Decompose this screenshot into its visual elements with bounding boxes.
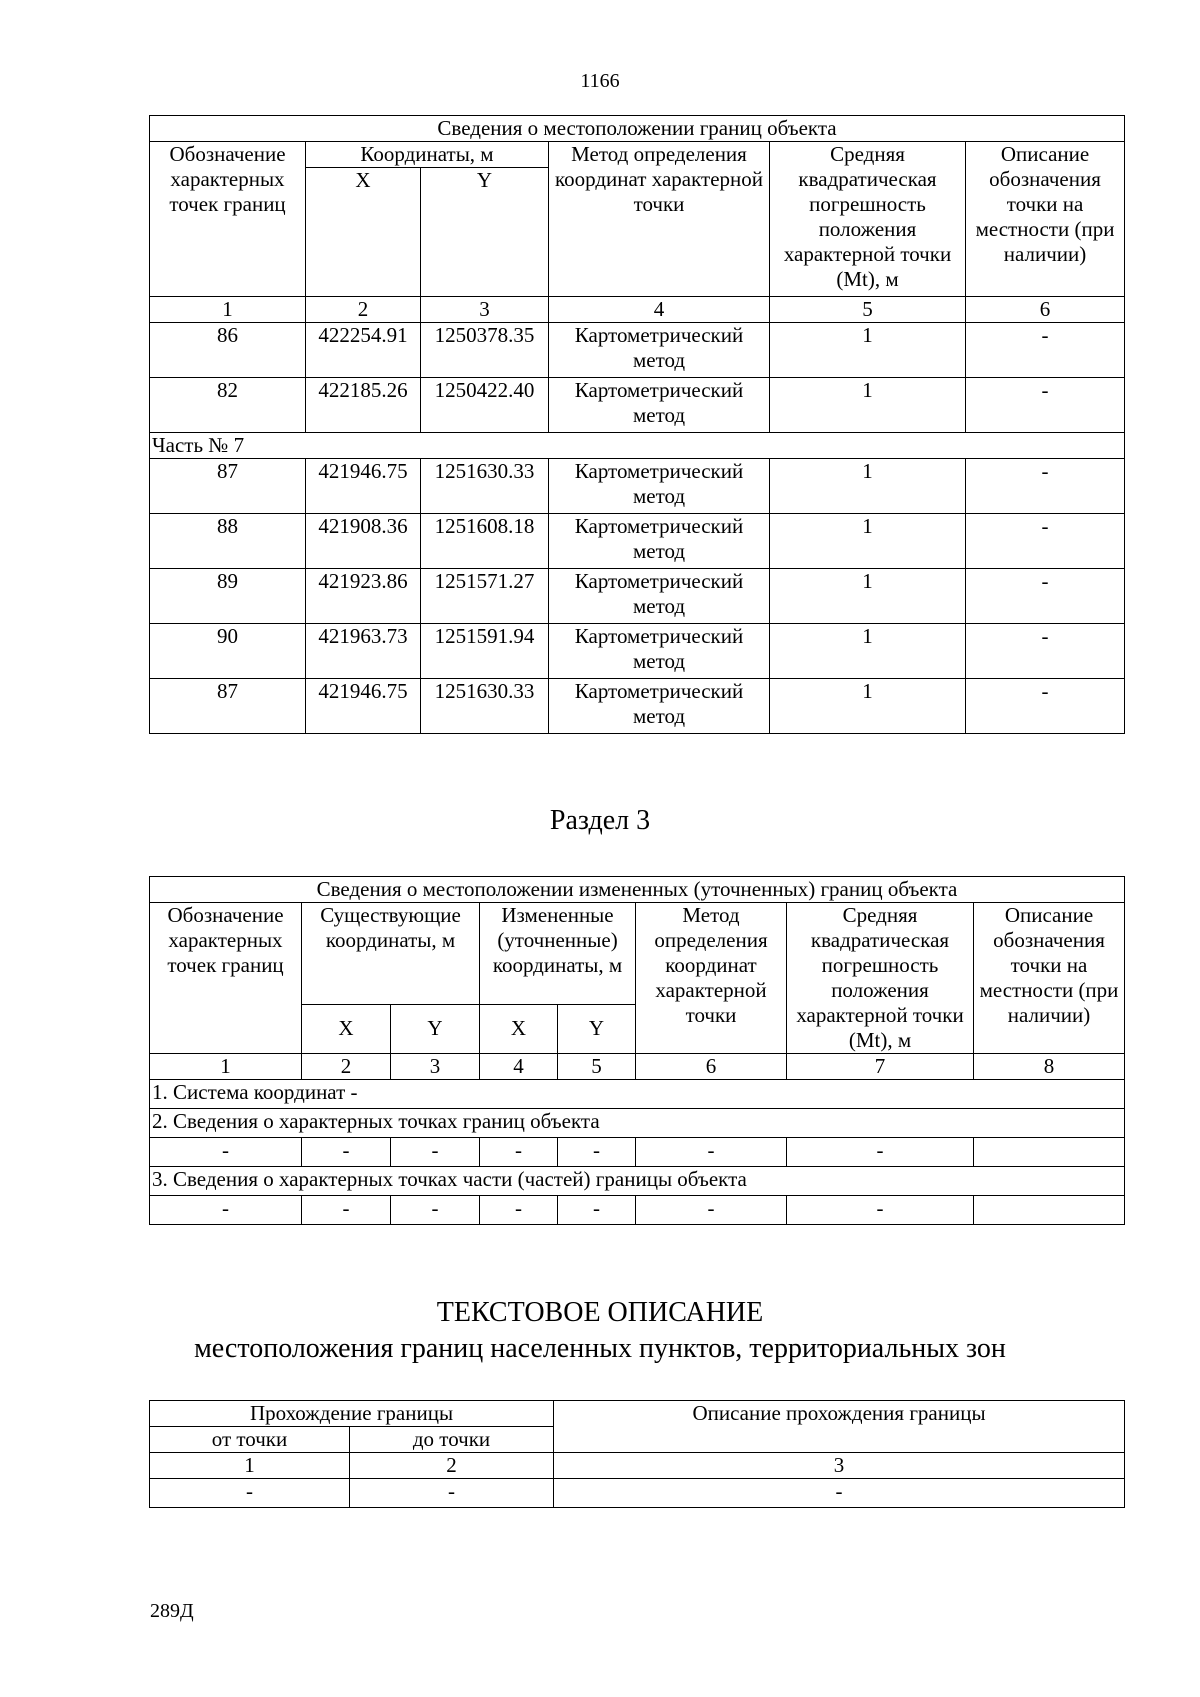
dash-cell: - (636, 1138, 787, 1167)
description: - (966, 624, 1125, 679)
table-row (150, 624, 1125, 679)
table-row (150, 679, 1125, 734)
coord-y: 1251630.33 (421, 459, 549, 514)
coord-x: 421946.75 (306, 459, 421, 514)
description: - (966, 323, 1125, 378)
coord-x: 421923.86 (306, 569, 421, 624)
point-id: 87 (150, 459, 306, 514)
coord-y: 1250378.35 (421, 323, 549, 378)
error: 1 (770, 378, 966, 433)
table2-header-error: Средняя квадратическая погрешность положения характерной точки (Mt), м (787, 903, 974, 1054)
table1-title: Сведения о местоположении границ объекта (150, 116, 1125, 142)
section-title: Раздел 3 (549, 805, 651, 836)
parts-info-row: 3. Сведения о характерных точках части (частей) границы объекта (150, 1167, 1125, 1196)
error: 1 (770, 624, 966, 679)
dash-cell: - (558, 1138, 636, 1167)
col-number: 5 (770, 297, 966, 323)
text-description-title-line2: местоположения границ населенных пунктов, территориальных зон (194, 1333, 1006, 1364)
table-row (150, 459, 1125, 514)
col-number: 7 (787, 1054, 974, 1080)
table1-header-y: Y (421, 168, 549, 297)
table-row (150, 378, 1125, 433)
dash-cell (974, 1196, 1125, 1225)
description: - (966, 378, 1125, 433)
table-row (150, 1479, 1125, 1508)
method: Картометрический метод (549, 323, 770, 378)
method: Картометрический метод (549, 514, 770, 569)
table2-header-point: Обозначение характерных точек границ (150, 903, 302, 1054)
dash-cell: - (302, 1138, 391, 1167)
col-number: 1 (150, 1054, 302, 1080)
coord-x: 421908.36 (306, 514, 421, 569)
dash-cell: - (302, 1196, 391, 1225)
dash-cell: - (391, 1138, 480, 1167)
dash-cell: - (150, 1138, 302, 1167)
dash-cell: - (787, 1196, 974, 1225)
dash-cell: - (558, 1196, 636, 1225)
dash-cell: - (391, 1196, 480, 1225)
error: 1 (770, 514, 966, 569)
boundary-passage-table (149, 1400, 1125, 1508)
part-label: Часть № 7 (150, 433, 1125, 459)
points-info-row: 2. Сведения о характерных точках границ объекта (150, 1109, 1125, 1138)
table2-header-method: Метод определения координат характерной точки (636, 903, 787, 1054)
dash-cell: - (350, 1479, 554, 1508)
col-number: 3 (391, 1054, 480, 1080)
table3-header-description: Описание прохождения границы (554, 1401, 1125, 1453)
page-number: 1166 (580, 70, 620, 92)
col-number: 4 (549, 297, 770, 323)
dash-cell: - (480, 1138, 558, 1167)
table1-header-coords: Координаты, м (306, 142, 549, 168)
col-number: 6 (966, 297, 1125, 323)
description: - (966, 569, 1125, 624)
coord-x: 422185.26 (306, 378, 421, 433)
dash-cell (974, 1138, 1125, 1167)
table3-header-pass: Прохождение границы (150, 1401, 554, 1427)
coord-y: 1251630.33 (421, 679, 549, 734)
dash-cell: - (150, 1196, 302, 1225)
table2-header-x2: X (480, 1004, 558, 1053)
col-number: 6 (636, 1054, 787, 1080)
col-number: 1 (150, 1453, 350, 1479)
table-row (150, 1138, 1125, 1167)
boundary-location-table (149, 115, 1125, 734)
table2-header-x1: X (302, 1004, 391, 1053)
method: Картометрический метод (549, 624, 770, 679)
table2-header-changed: Измененные (уточненные) координаты, м (480, 903, 636, 1005)
dash-cell: - (554, 1479, 1125, 1508)
col-number: 4 (480, 1054, 558, 1080)
point-id: 88 (150, 514, 306, 569)
description: - (966, 459, 1125, 514)
point-id: 90 (150, 624, 306, 679)
table2-header-description: Описание обозначения точки на местности (при наличии) (974, 903, 1125, 1054)
text-description-title (0, 1295, 1200, 1367)
table-row (150, 1196, 1125, 1225)
coord-y: 1250422.40 (421, 378, 549, 433)
changed-boundary-table (149, 876, 1125, 1225)
method: Картометрический метод (549, 569, 770, 624)
col-number: 2 (350, 1453, 554, 1479)
method: Картометрический метод (549, 378, 770, 433)
table1-header-error: Средняя квадратическая погрешность положения характерной точки (Mt), м (770, 142, 966, 297)
col-number: 3 (554, 1453, 1125, 1479)
table2-header-existing: Существующие координаты, м (302, 903, 480, 1005)
point-id: 89 (150, 569, 306, 624)
point-id: 86 (150, 323, 306, 378)
table1-header-method: Метод определения координат характерной точки (549, 142, 770, 297)
table-row (150, 323, 1125, 378)
col-number: 2 (302, 1054, 391, 1080)
error: 1 (770, 569, 966, 624)
method: Картометрический метод (549, 679, 770, 734)
table2-title: Сведения о местоположении измененных (уточненных) границ объекта (150, 877, 1125, 903)
col-number: 1 (150, 297, 306, 323)
table1-header-x: X (306, 168, 421, 297)
coord-y: 1251571.27 (421, 569, 549, 624)
table2-header-y2: Y (558, 1004, 636, 1053)
coord-x: 421963.73 (306, 624, 421, 679)
coord-x: 422254.91 (306, 323, 421, 378)
coord-y: 1251608.18 (421, 514, 549, 569)
description: - (966, 514, 1125, 569)
error: 1 (770, 679, 966, 734)
description: - (966, 679, 1125, 734)
dash-cell: - (636, 1196, 787, 1225)
footer-code: 289Д (150, 1600, 194, 1622)
coordinate-system-row: 1. Система координат - (150, 1080, 1125, 1109)
dash-cell: - (480, 1196, 558, 1225)
table3-header-from: от точки (150, 1427, 350, 1453)
table-row (150, 569, 1125, 624)
col-number: 5 (558, 1054, 636, 1080)
coord-y: 1251591.94 (421, 624, 549, 679)
dash-cell: - (787, 1138, 974, 1167)
error: 1 (770, 459, 966, 514)
table3-header-to: до точки (350, 1427, 554, 1453)
table1-header-point: Обозначение характерных точек границ (150, 142, 306, 297)
method: Картометрический метод (549, 459, 770, 514)
point-id: 82 (150, 378, 306, 433)
col-number: 3 (421, 297, 549, 323)
coord-x: 421946.75 (306, 679, 421, 734)
error: 1 (770, 323, 966, 378)
table2-header-y1: Y (391, 1004, 480, 1053)
col-number: 8 (974, 1054, 1125, 1080)
table-row (150, 514, 1125, 569)
point-id: 87 (150, 679, 306, 734)
col-number: 2 (306, 297, 421, 323)
dash-cell: - (150, 1479, 350, 1508)
table1-header-description: Описание обозначения точки на местности (при наличии) (966, 142, 1125, 297)
text-description-title-line1: ТЕКСТОВОЕ ОПИСАНИЕ (436, 1297, 764, 1328)
